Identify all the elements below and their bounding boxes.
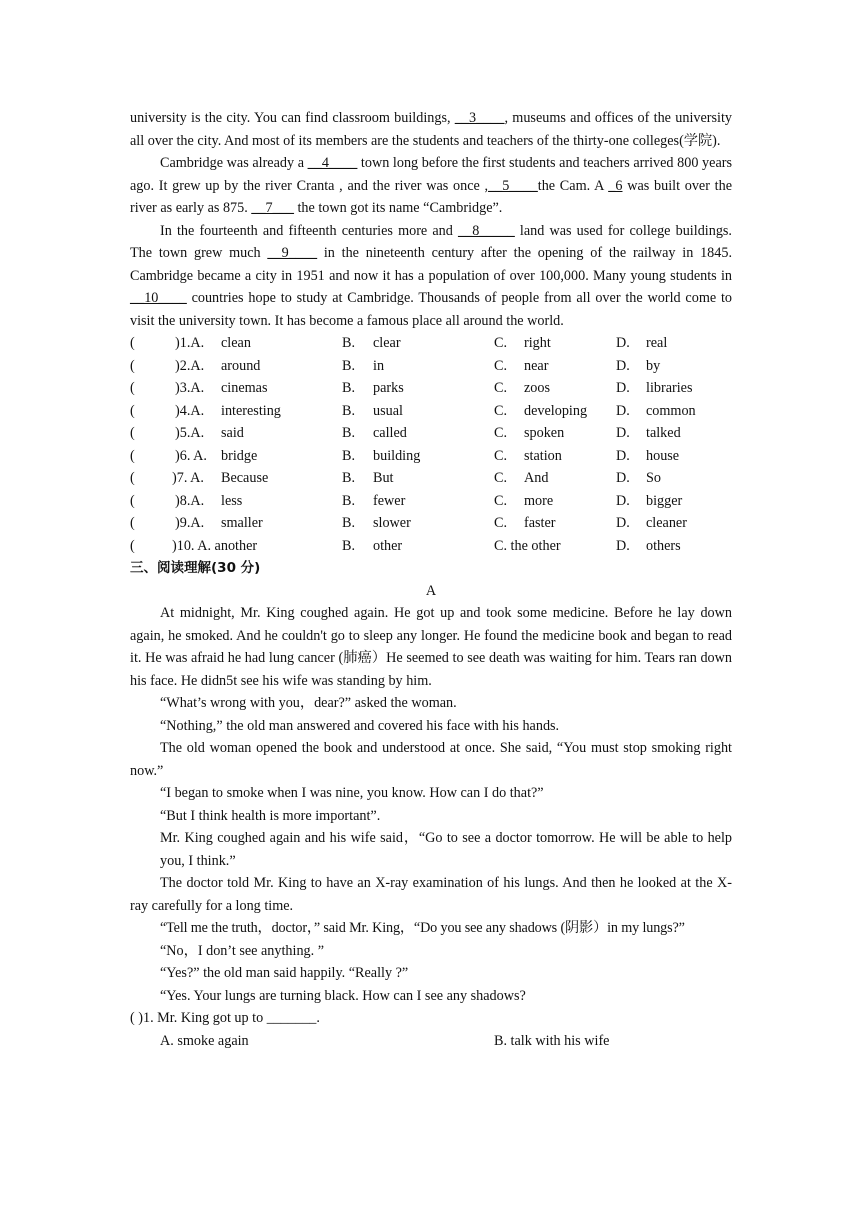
option-a: bridge [221, 447, 258, 464]
option-d-label: D. [616, 380, 630, 396]
passage-text: town long before the first students and teachers arrived 800 years ago. It grew up by the river Cranta , and the river was once , [130, 155, 732, 194]
option-d: house [646, 447, 680, 464]
option-b: But [373, 470, 394, 486]
reading-paragraph: “I began to smoke when I was nine, you know. How can I do that?” [160, 785, 544, 801]
answer-paren: ( [130, 380, 135, 396]
reading-paragraph: The old woman opened the book and understood at once. She said, “You must stop smoking right now.” [130, 740, 732, 779]
option-b: other [373, 537, 403, 554]
option-b: clear [373, 335, 401, 351]
blank-7: __7___ [251, 200, 294, 216]
question-number: )8.A. [175, 492, 205, 509]
passage-text: countries hope to study at Cambridge. Thousands of people from all over the world come to visit the university town. It has become a famous place all around the world. [130, 290, 732, 329]
question-row [130, 445, 732, 468]
question-number: )3.A. [175, 380, 205, 396]
passage-paragraph-3 [130, 220, 732, 333]
option-c: faster [524, 515, 556, 531]
answer-paren: ( [130, 470, 135, 486]
question-row [130, 535, 732, 558]
question-row [130, 467, 732, 490]
passage-text: the town got its name “Cambridge”. [293, 200, 503, 216]
question-row [130, 355, 732, 378]
question-number: )9.A. [175, 515, 205, 531]
answer-paren: ( [130, 357, 135, 374]
option-b: slower [373, 515, 411, 531]
blank-9: __9____ [267, 245, 318, 261]
question-number: )7. A. [172, 470, 204, 486]
passage-text: Cambridge was already a [160, 155, 308, 171]
option-d: So [646, 470, 661, 486]
option-c: station [524, 447, 562, 464]
answer-paren: ( [130, 335, 135, 351]
option-a: cinemas [221, 380, 268, 396]
option-c-label: C. [494, 447, 508, 464]
option-d: cleaner [646, 515, 687, 531]
passage-text: , museums and offices of the university all over the city. And most of its members are the students and teachers of the thirty-one colleges(学院). [130, 110, 732, 149]
reading-paragraph: “But I think health is more important”. [160, 807, 381, 824]
answer-paren: ( [130, 425, 135, 441]
question-number: )5.A. [175, 425, 205, 441]
blank-6: _6 [608, 177, 623, 194]
reading-paragraph: At midnight, Mr. King coughed again. He got up and took some medicine. Before he lay down again, he smoked. And he couldn't go to sleep any longer. He found the medicine book and began to read it. He was afraid he had lung cancer (肺癌）He seemed to see death was waiting for him. Tears ran down his face. He didn5t see his wife was standing by him. [130, 605, 732, 689]
option-a: said [221, 425, 244, 441]
option-c: right [524, 335, 551, 351]
option-d: others [646, 537, 681, 554]
option-c-label: C. [494, 380, 508, 396]
reading-question-stem: ( )1. Mr. King got up to _______. [130, 1010, 320, 1026]
option-b: fewer [373, 492, 406, 509]
option-a: smaller [221, 515, 263, 531]
question-number: )10. A. another [172, 537, 258, 554]
passage-text: In the fourteenth and fifteenth centuries more and [160, 222, 458, 239]
passage-label: A [425, 582, 437, 599]
question-number: )1.A. [175, 335, 205, 351]
passage-text: university is the city. You can find classroom buildings, [130, 110, 455, 126]
passage-text: land was used for college buildings. The town grew much [130, 222, 732, 261]
option-c-label: C. [494, 335, 508, 351]
reading-paragraph: “Yes. Your lungs are turning black. How can I see any shadows? [160, 987, 526, 1004]
option-b: usual [373, 402, 403, 419]
answer-paren: ( [130, 537, 135, 554]
option-b-label: B. [342, 515, 356, 531]
exam-page [130, 107, 732, 1052]
blank-10: __10____ [130, 290, 187, 306]
option-a: less [221, 492, 243, 509]
question-row [130, 422, 732, 445]
option-c: C. the other [494, 537, 561, 554]
option-b-label: B. [342, 537, 356, 554]
passage-paragraph-2 [130, 152, 732, 220]
question-row [130, 512, 732, 535]
option-b-label: B. [342, 357, 356, 374]
option-d-label: D. [616, 515, 630, 531]
answer-paren: ( [130, 447, 135, 464]
option-c: zoos [524, 380, 551, 396]
answer-paren: ( [130, 492, 135, 509]
reading-paragraph: The doctor told Mr. King to have an X-ray examination of his lungs. And then he looked at the X-ray carefully for a long time. [130, 875, 732, 914]
option-d: by [646, 357, 661, 374]
option-d: libraries [646, 380, 693, 396]
passage-text: in the nineteenth century after the opening of the railway in 1845. Cambridge became a city in 1951 and now it has a population of over 100,000. Many young students in [130, 245, 732, 284]
question-number: )2.A. [175, 357, 205, 374]
reading-paragraph: Mr. King coughed again and his wife said，“Go to see a doctor tomorrow. He will be able to help you, I think.” [160, 830, 732, 869]
reading-paragraph: “What’s wrong with you，dear?” asked the woman. [160, 695, 457, 711]
option-a: clean [221, 335, 251, 351]
option-a: A. smoke again [160, 1032, 249, 1049]
option-c-label: C. [494, 357, 508, 374]
option-c-label: C. [494, 402, 508, 419]
question-row [130, 400, 732, 423]
blank-5: __5____ [488, 177, 538, 194]
passage-text: the Cam. A [537, 177, 609, 194]
option-b: parks [373, 380, 404, 396]
option-d: real [646, 335, 668, 351]
reading-paragraph: “Nothing,” the old man answered and covered his face with his hands. [160, 717, 560, 734]
question-row [130, 377, 732, 400]
option-d-label: D. [616, 335, 630, 351]
option-a: interesting [221, 402, 281, 419]
option-d-label: D. [616, 537, 630, 554]
option-c: And [524, 470, 549, 486]
option-d: bigger [646, 492, 683, 509]
option-d: common [646, 402, 696, 419]
passage-text: was built over the river as early as 875. [130, 177, 733, 216]
option-b: called [373, 425, 407, 441]
option-c-label: C. [494, 492, 508, 509]
reading-paragraph: “Yes?” the old man said happily. “Really ?” [160, 965, 409, 981]
option-c: near [524, 357, 549, 374]
option-b-label: B. [342, 492, 356, 509]
option-d-label: D. [616, 447, 630, 464]
reading-paragraph: “Tell me the truth，doctor，” said Mr. King，“Do you see any shadows (阴影）in my lungs?” [160, 920, 685, 936]
question-row [130, 490, 732, 513]
option-a: around [221, 357, 261, 374]
reading-question-options [130, 1030, 732, 1053]
blank-4: __4____ [307, 155, 358, 171]
answer-paren: ( [130, 402, 135, 419]
option-c: developing [524, 402, 588, 419]
section-heading: 三、阅读理解(30 分) [130, 560, 261, 576]
option-b: building [373, 447, 421, 464]
option-d-label: D. [616, 357, 630, 374]
option-b-label: B. [342, 425, 356, 441]
option-b: in [373, 357, 385, 374]
option-c-label: C. [494, 425, 508, 441]
option-a: Because [221, 470, 269, 486]
option-c: spoken [524, 425, 565, 441]
option-d-label: D. [616, 425, 630, 441]
question-number: )4.A. [175, 402, 205, 419]
option-b-label: B. [342, 335, 356, 351]
question-number: )6. A. [175, 447, 207, 464]
option-b: B. talk with his wife [494, 1032, 610, 1049]
option-c-label: C. [494, 470, 508, 486]
option-c-label: C. [494, 515, 508, 531]
option-b-label: B. [342, 447, 356, 464]
question-row [130, 332, 732, 355]
answer-paren: ( [130, 515, 135, 531]
option-d-label: D. [616, 470, 630, 486]
option-b-label: B. [342, 470, 356, 486]
reading-passage [130, 602, 732, 1007]
blank-3: __3____ [454, 110, 505, 126]
option-b-label: B. [342, 402, 356, 419]
option-b-label: B. [342, 380, 356, 396]
option-d-label: D. [616, 492, 630, 509]
passage-paragraph-1 [130, 107, 732, 152]
option-d-label: D. [616, 402, 630, 419]
blank-8: __8_____ [458, 222, 515, 239]
option-c: more [524, 492, 554, 509]
option-d: talked [646, 425, 681, 441]
cloze-question-list [130, 332, 732, 557]
reading-paragraph: “No，I don’t see anything. ” [160, 942, 325, 959]
